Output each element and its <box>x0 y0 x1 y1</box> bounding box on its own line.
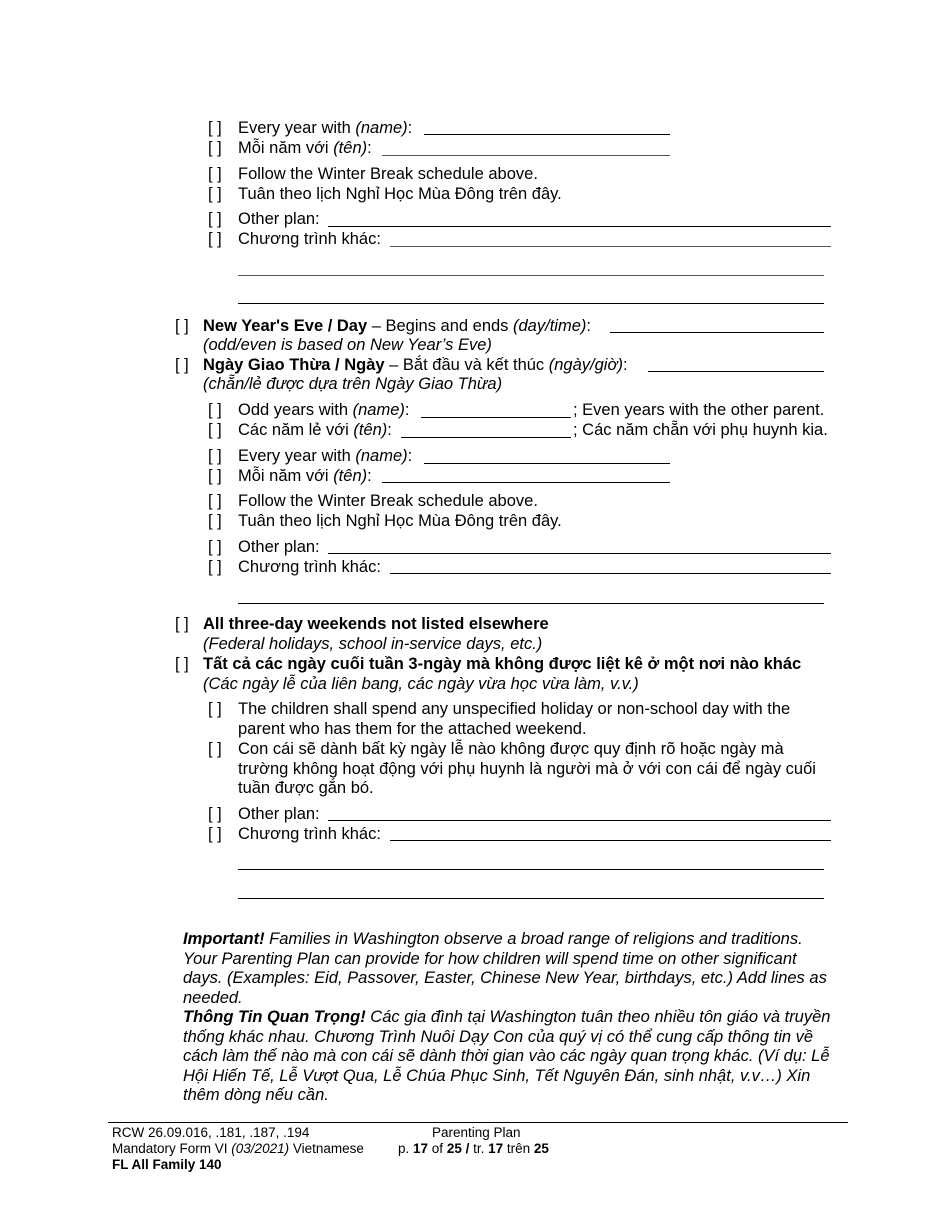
important-note-vi: Thông Tin Quan Trọng! Các gia đình tại Washington tuân theo nhiều tôn giáo và truyền thống khác nhau. Chương Trình Nuôi Dạy Con của quý vị có thể cung cấp thông tin về cách làm thế nào mà con cái sẽ dành thời gian vào các ngày quan trọng khác. (Ví dụ: Lễ Hội Hiến Tế, Lễ Vượt Qua, Lễ Chúa Phục Sinh, Tết Nguyên Đán, sinh nhật, v.v…) Xin thêm dòng nếu cần. <box>183 1008 831 1105</box>
checkbox-unspecified-holiday[interactable]: [ ] <box>208 700 222 718</box>
checkbox-follow-winter-vi[interactable]: [ ] <box>208 185 222 203</box>
follow-winter-vi: Tuân theo lịch Nghỉ Học Mùa Đông trên đây. <box>238 185 562 203</box>
odd-years-label-en: Odd years with (name): <box>238 401 410 419</box>
td-other-plan-label-vi: Chương trình khác: <box>238 825 381 843</box>
even-years-text-vi: ; Các năm chẵn với phụ huynh kia. <box>573 421 828 439</box>
checkbox-every-year[interactable]: [ ] <box>208 119 222 137</box>
other-plan-extra-line-2[interactable] <box>238 303 824 304</box>
checkbox-td-other-plan-vi[interactable]: [ ] <box>208 825 222 843</box>
ny-other-plan-field[interactable] <box>328 553 831 554</box>
three-day-note-vi: (Các ngày lễ của liên bang, các ngày vừa học vừa làm, v.v.) <box>203 675 639 693</box>
unspecified-holiday-en-1: The children shall spend any unspecified holiday or non-school day with the <box>238 700 791 718</box>
ny-follow-winter-vi: Tuân theo lịch Nghỉ Học Mùa Đông trên đây. <box>238 512 562 530</box>
ny-other-plan-field-vi[interactable] <box>390 573 831 574</box>
td-other-plan-extra-line-1[interactable] <box>238 869 824 870</box>
important-note-en: Important! Families in Washington observe a broad range of religions and traditions. Your Parenting Plan can provide for how children will spend time on other significant days. (Examples: Eid, Passover, Easter, Chinese New Year, birthdays, etc.) Add lines as needed. <box>183 930 827 1007</box>
checkbox-three-day-vi[interactable]: [ ] <box>175 655 189 673</box>
new-years-daytime-field[interactable] <box>610 332 824 333</box>
checkbox-every-year-vi[interactable]: [ ] <box>208 139 222 157</box>
new-years-title-en: New Year's Eve / Day – Begins and ends (day/time): <box>203 317 591 335</box>
ny-other-plan-label-vi: Chương trình khác: <box>238 558 381 576</box>
footer-form: Mandatory Form VI (03/2021) Vietnamese <box>112 1141 364 1156</box>
checkbox-unspecified-holiday-vi[interactable]: [ ] <box>208 740 222 758</box>
new-years-note-en: (odd/even is based on New Year’s Eve) <box>203 336 492 354</box>
checkbox-three-day[interactable]: [ ] <box>175 615 189 633</box>
td-other-plan-field-vi[interactable] <box>390 840 831 841</box>
checkbox-ny-follow-winter-vi[interactable]: [ ] <box>208 512 222 530</box>
footer-form-code: FL All Family 140 <box>112 1157 222 1172</box>
every-year-name-field-vi[interactable] <box>382 155 670 156</box>
checkbox-odd-years[interactable]: [ ] <box>208 401 222 419</box>
three-day-note-en: (Federal holidays, school in-service days, etc.) <box>203 635 543 653</box>
odd-years-label-vi: Các năm lẻ với (tên): <box>238 421 392 439</box>
checkbox-other-plan[interactable]: [ ] <box>208 210 222 228</box>
follow-winter-en: Follow the Winter Break schedule above. <box>238 165 538 183</box>
ny-other-plan-label-en: Other plan: <box>238 538 320 556</box>
other-plan-field-vi[interactable] <box>390 246 831 247</box>
unspecified-holiday-vi-1: Con cái sẽ dành bất kỳ ngày lễ nào không được quy định rõ hoặc ngày mà <box>238 740 784 758</box>
checkbox-ny-follow-winter[interactable]: [ ] <box>208 492 222 510</box>
footer-title: Parenting Plan <box>432 1125 521 1140</box>
three-day-title-en: All three-day weekends not listed elsewhere <box>203 615 549 633</box>
every-year-label-vi: Mỗi năm với (tên): <box>238 139 372 157</box>
every-year-label-en: Every year with (name): <box>238 119 413 137</box>
td-other-plan-field[interactable] <box>328 820 831 821</box>
ny-every-year-name-field[interactable] <box>424 463 670 464</box>
ny-follow-winter-en: Follow the Winter Break schedule above. <box>238 492 538 510</box>
footer-divider <box>108 1122 848 1123</box>
new-years-daytime-field-vi[interactable] <box>648 371 824 372</box>
other-plan-label-vi: Chương trình khác: <box>238 230 381 248</box>
checkbox-new-years[interactable]: [ ] <box>175 317 189 335</box>
checkbox-follow-winter[interactable]: [ ] <box>208 165 222 183</box>
checkbox-other-plan-vi[interactable]: [ ] <box>208 230 222 248</box>
ny-other-plan-extra-line[interactable] <box>238 603 824 604</box>
checkbox-odd-years-vi[interactable]: [ ] <box>208 421 222 439</box>
other-plan-extra-line-1[interactable] <box>238 275 824 276</box>
checkbox-ny-every-year-vi[interactable]: [ ] <box>208 467 222 485</box>
checkbox-ny-other-plan-vi[interactable]: [ ] <box>208 558 222 576</box>
ny-every-year-label-en: Every year with (name): <box>238 447 413 465</box>
unspecified-holiday-en-2: parent who has them for the attached weekend. <box>238 720 587 738</box>
other-plan-label-en: Other plan: <box>238 210 320 228</box>
ny-every-year-label-vi: Mỗi năm với (tên): <box>238 467 372 485</box>
three-day-title-vi: Tất cả các ngày cuối tuần 3-ngày mà không được liệt kê ở một nơi nào khác <box>203 655 802 673</box>
unspecified-holiday-vi-2: trường không hoạt động với phụ huynh là người mà ở với con cái để ngày cuối <box>238 760 816 778</box>
ny-every-year-name-field-vi[interactable] <box>382 482 670 483</box>
footer-rcw: RCW 26.09.016, .181, .187, .194 <box>112 1125 310 1140</box>
checkbox-ny-every-year[interactable]: [ ] <box>208 447 222 465</box>
new-years-title-vi: Ngày Giao Thừa / Ngày – Bắt đầu và kết thúc (ngày/giờ): <box>203 356 628 374</box>
td-other-plan-label-en: Other plan: <box>238 805 320 823</box>
checkbox-ny-other-plan[interactable]: [ ] <box>208 538 222 556</box>
even-years-text-en: ; Even years with the other parent. <box>573 401 825 419</box>
td-other-plan-extra-line-2[interactable] <box>238 898 824 899</box>
checkbox-td-other-plan[interactable]: [ ] <box>208 805 222 823</box>
odd-years-name-field-vi[interactable] <box>401 437 571 438</box>
footer-page-number: p. 17 of 25 / tr. 17 trên 25 <box>398 1141 549 1156</box>
checkbox-new-years-vi[interactable]: [ ] <box>175 356 189 374</box>
every-year-name-field[interactable] <box>424 134 670 135</box>
odd-years-name-field[interactable] <box>421 417 571 418</box>
new-years-note-vi: (chẵn/lẻ được dựa trên Ngày Giao Thừa) <box>203 375 503 393</box>
unspecified-holiday-vi-3: tuần được gắn bó. <box>238 779 374 797</box>
other-plan-field[interactable] <box>328 226 831 227</box>
